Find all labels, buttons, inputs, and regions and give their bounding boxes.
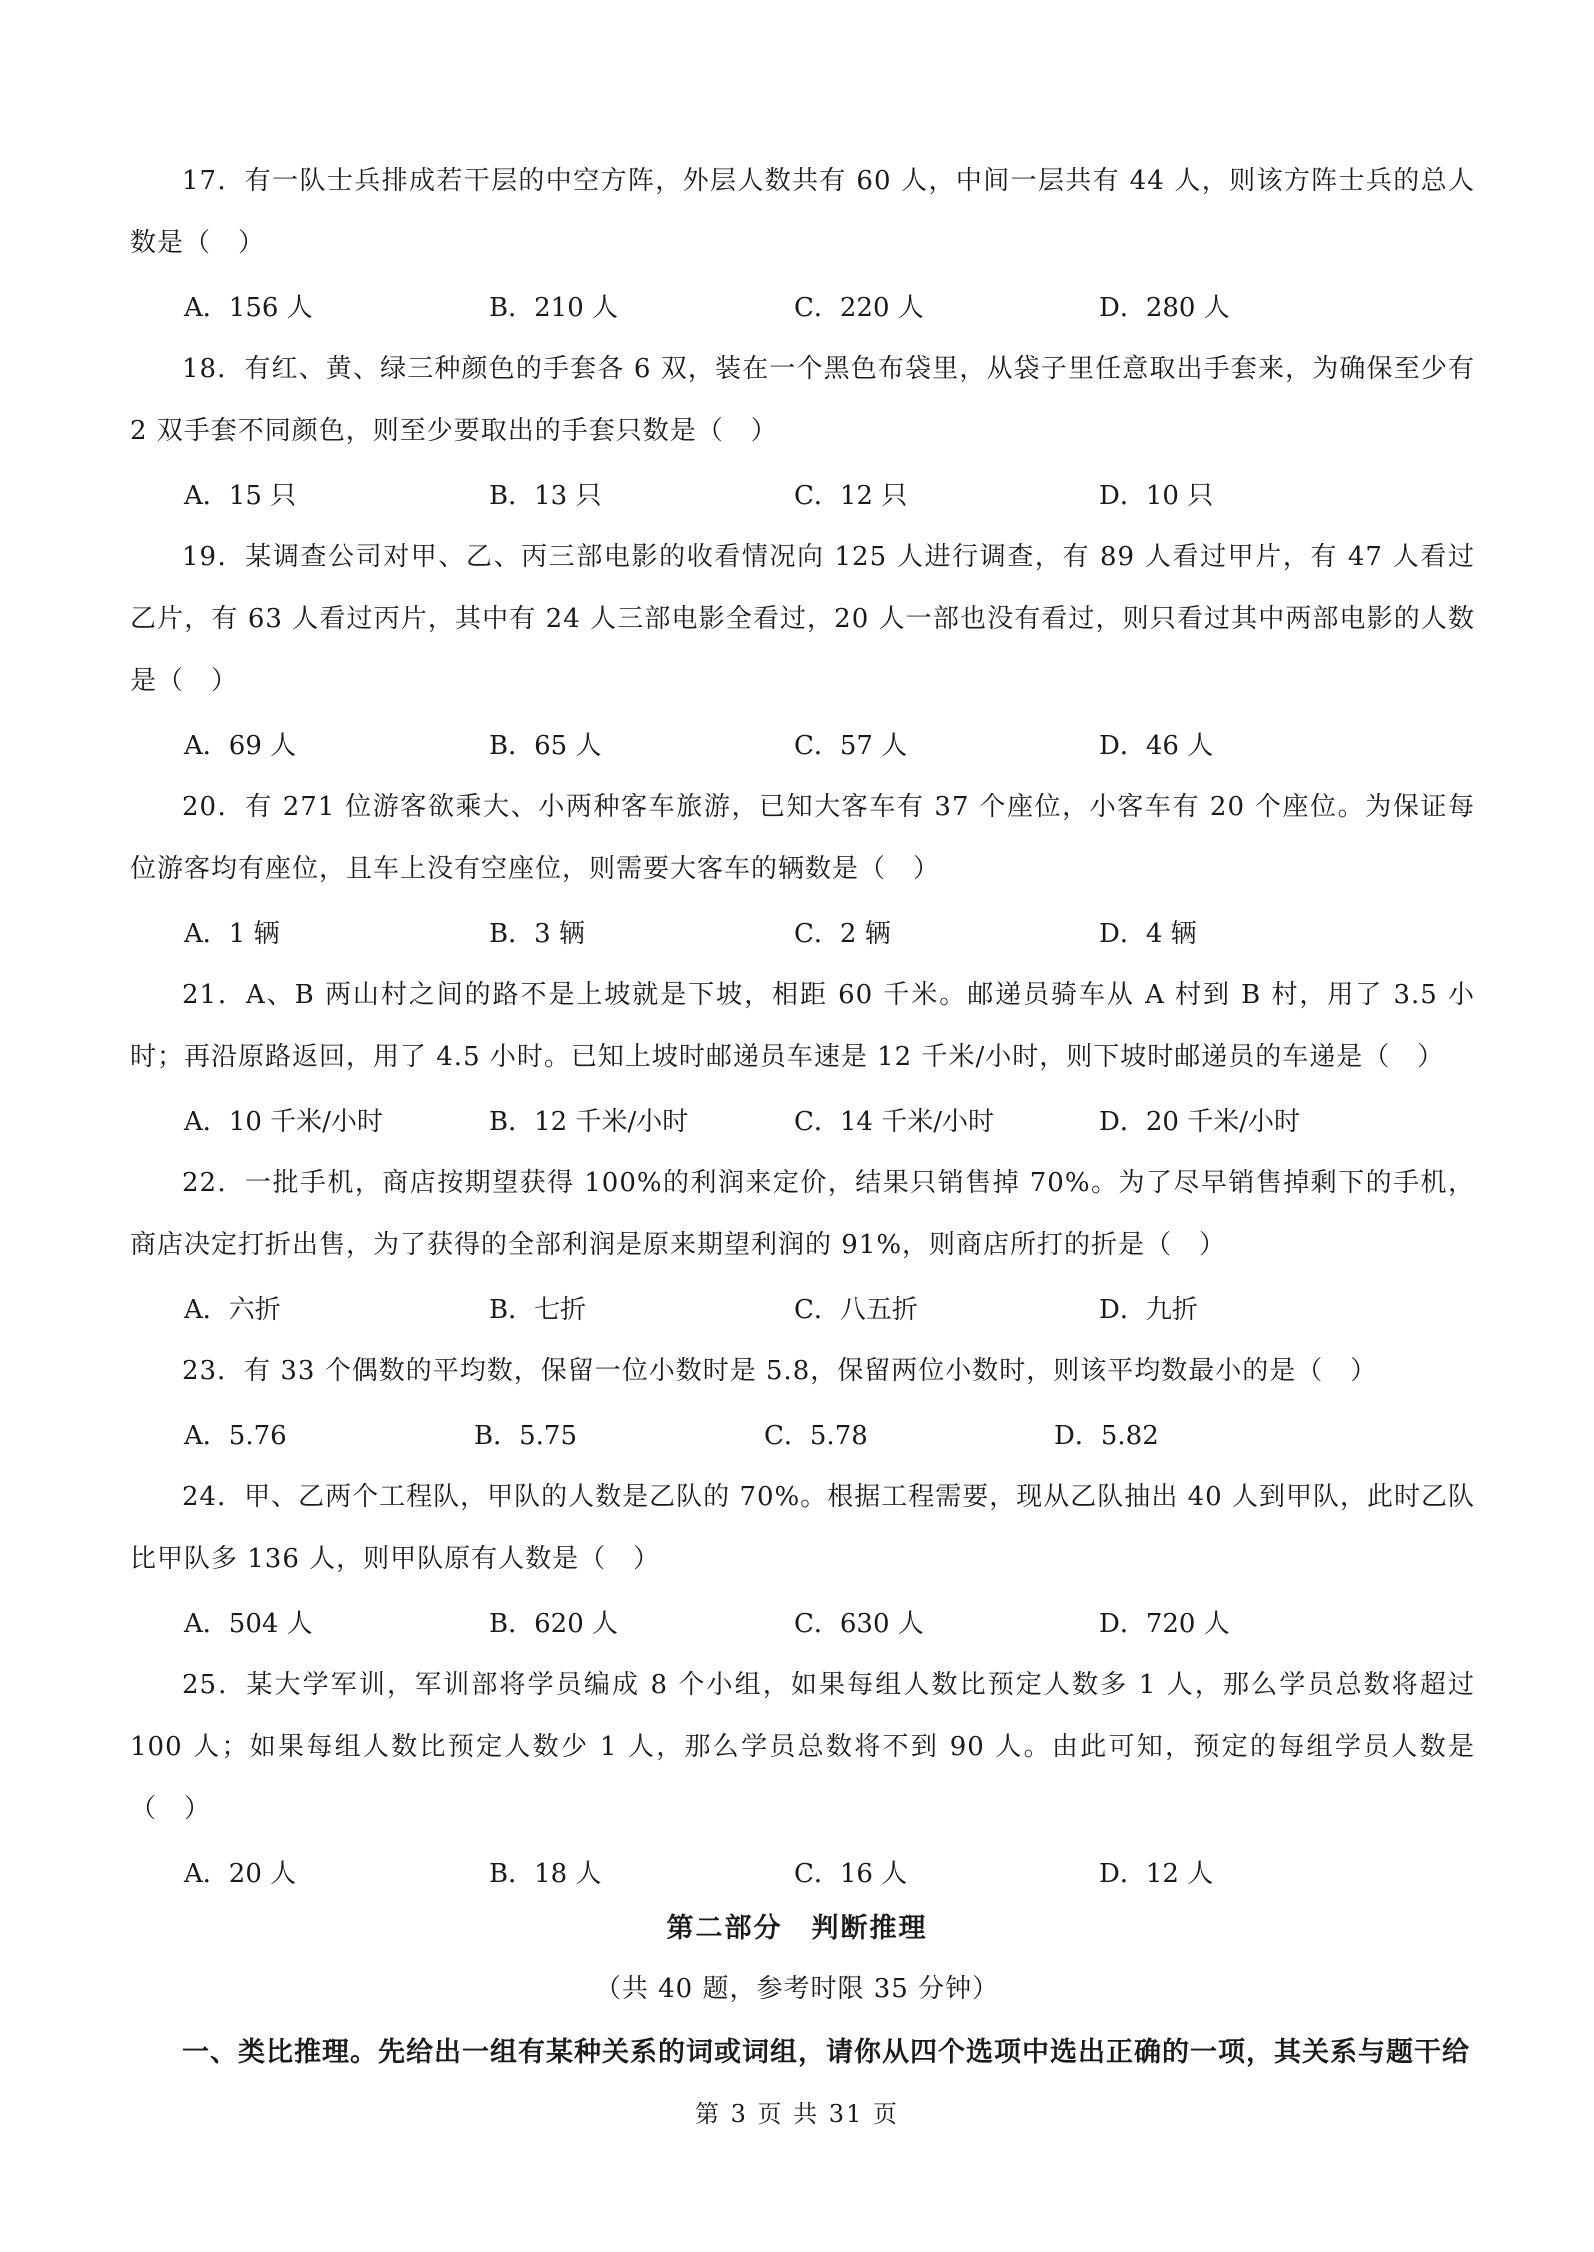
option-a: A．六折 xyxy=(184,1294,281,1325)
option-b: B．18 人 xyxy=(489,1858,602,1889)
question-stem: 20．有 271 位游客欲乘大、小两种客车旅游，已知大客车有 37 个座位，小客车有 20 个座位。为保证每位游客均有座位，且车上没有空座位，则需要大客车的辆数是（ ） xyxy=(130,792,1475,884)
answer-options xyxy=(130,462,1475,524)
answer-options xyxy=(130,1276,1475,1338)
question-stem: 25．某大学军训，军训部将学员编成 8 个小组，如果每组人数比预定人数多 1 人，那么学员总数将超过 100 人；如果每组人数比预定人数少 1 人，那么学员总数将不到 90 人。由此可知，预定的每组学员人数是（ ） xyxy=(130,1670,1475,1824)
option-c: C．16 人 xyxy=(794,1858,908,1889)
option-b: B．620 人 xyxy=(489,1608,618,1639)
question-23 xyxy=(130,1340,1475,1464)
option-a: A．69 人 xyxy=(184,730,297,761)
question-stem: 22．一批手机，商店按期望获得 100%的利润来定价，结果只销售掉 70%。为了尽早销售掉剩下的手机，商店决定打折出售，为了获得的全部利润是原来期望利润的 91%，则商店所打的折是（ ） xyxy=(130,1168,1475,1260)
option-b: B．65 人 xyxy=(489,730,602,761)
option-a: A．5.76 xyxy=(184,1420,287,1451)
option-c: C．14 千米/小时 xyxy=(794,1106,995,1137)
option-a: A．1 辆 xyxy=(184,918,280,949)
question-17 xyxy=(130,150,1475,336)
option-d: D．4 辆 xyxy=(1099,918,1197,949)
option-a: A．10 千米/小时 xyxy=(184,1106,383,1137)
question-20 xyxy=(130,776,1475,962)
question-18 xyxy=(130,338,1475,524)
question-stem: 17．有一队士兵排成若干层的中空方阵，外层人数共有 60 人，中间一层共有 44 人，则该方阵士兵的总人数是（ ） xyxy=(130,166,1475,258)
answer-options xyxy=(130,900,1475,962)
option-b: B．七折 xyxy=(489,1294,587,1325)
option-d: D．20 千米/小时 xyxy=(1099,1106,1300,1137)
option-c: C．5.78 xyxy=(764,1420,868,1451)
question-stem: 18．有红、黄、绿三种颜色的手套各 6 双，装在一个黑色布袋里，从袋子里任意取出手套来，为确保至少有 2 双手套不同颜色，则至少要取出的手套只数是（ ） xyxy=(130,354,1475,446)
option-b: B．3 辆 xyxy=(489,918,585,949)
option-c: C．630 人 xyxy=(794,1608,924,1639)
option-d: D．九折 xyxy=(1099,1294,1198,1325)
option-c: C．12 只 xyxy=(794,480,908,511)
question-25 xyxy=(130,1654,1475,1902)
option-c: C．八五折 xyxy=(794,1294,918,1325)
section-subtitle: （共 40 题，参考时限 35 分钟） xyxy=(594,1974,1000,2004)
option-c: C．220 人 xyxy=(794,292,924,323)
option-a: A．156 人 xyxy=(184,292,313,323)
option-b: B．210 人 xyxy=(489,292,618,323)
answer-options xyxy=(130,712,1475,774)
answer-options xyxy=(130,1840,1475,1902)
option-d: D．46 人 xyxy=(1099,730,1214,761)
option-a: A．504 人 xyxy=(184,1608,313,1639)
question-19 xyxy=(130,526,1475,774)
section-instruction: 一、类比推理。先给出一组有某种关系的词或词组，请你从四个选项中选出正确的一项，其关系与题干给 xyxy=(182,2037,1470,2068)
section-title: 第二部分 判断推理 xyxy=(666,1913,928,1944)
option-a: A．15 只 xyxy=(184,480,297,511)
page-footer: 第 3 页 共 31 页 xyxy=(695,2100,899,2128)
option-d: D．280 人 xyxy=(1099,292,1230,323)
option-b: B．12 千米/小时 xyxy=(489,1106,689,1137)
question-stem: 19．某调查公司对甲、乙、丙三部电影的收看情况向 125 人进行调查，有 89 人看过甲片，有 47 人看过乙片，有 63 人看过丙片，其中有 24 人三部电影全看过，20 人一部也没有看过，则只看过其中两部电影的人数是（ ） xyxy=(130,542,1475,696)
option-b: B．5.75 xyxy=(474,1420,577,1451)
option-c: C．2 辆 xyxy=(794,918,891,949)
option-d: D．10 只 xyxy=(1099,480,1214,511)
option-d: D．720 人 xyxy=(1099,1608,1230,1639)
question-stem: 21．A、B 两山村之间的路不是上坡就是下坡，相距 60 千米。邮递员骑车从 A 村到 B 村，用了 3.5 小时；再沿原路返回，用了 4.5 小时。已知上坡时邮递员车速是 12 千米/小时，则下坡时邮递员的车递是（ ） xyxy=(130,980,1475,1072)
answer-options xyxy=(130,274,1475,336)
option-d: D．5.82 xyxy=(1054,1420,1159,1451)
answer-options xyxy=(130,1088,1475,1150)
option-c: C．57 人 xyxy=(794,730,908,761)
question-21 xyxy=(130,964,1475,1150)
answer-options xyxy=(130,1590,1475,1652)
answer-options xyxy=(130,1402,1475,1464)
question-24 xyxy=(130,1466,1475,1652)
option-d: D．12 人 xyxy=(1099,1858,1214,1889)
question-stem: 24．甲、乙两个工程队，甲队的人数是乙队的 70%。根据工程需要，现从乙队抽出 40 人到甲队，此时乙队比甲队多 136 人，则甲队原有人数是（ ） xyxy=(130,1482,1475,1574)
question-stem: 23．有 33 个偶数的平均数，保留一位小数时是 5.8，保留两位小数时，则该平均数最小的是（ ） xyxy=(182,1356,1378,1386)
question-22 xyxy=(130,1152,1475,1338)
option-a: A．20 人 xyxy=(184,1858,297,1889)
option-b: B．13 只 xyxy=(489,480,602,511)
